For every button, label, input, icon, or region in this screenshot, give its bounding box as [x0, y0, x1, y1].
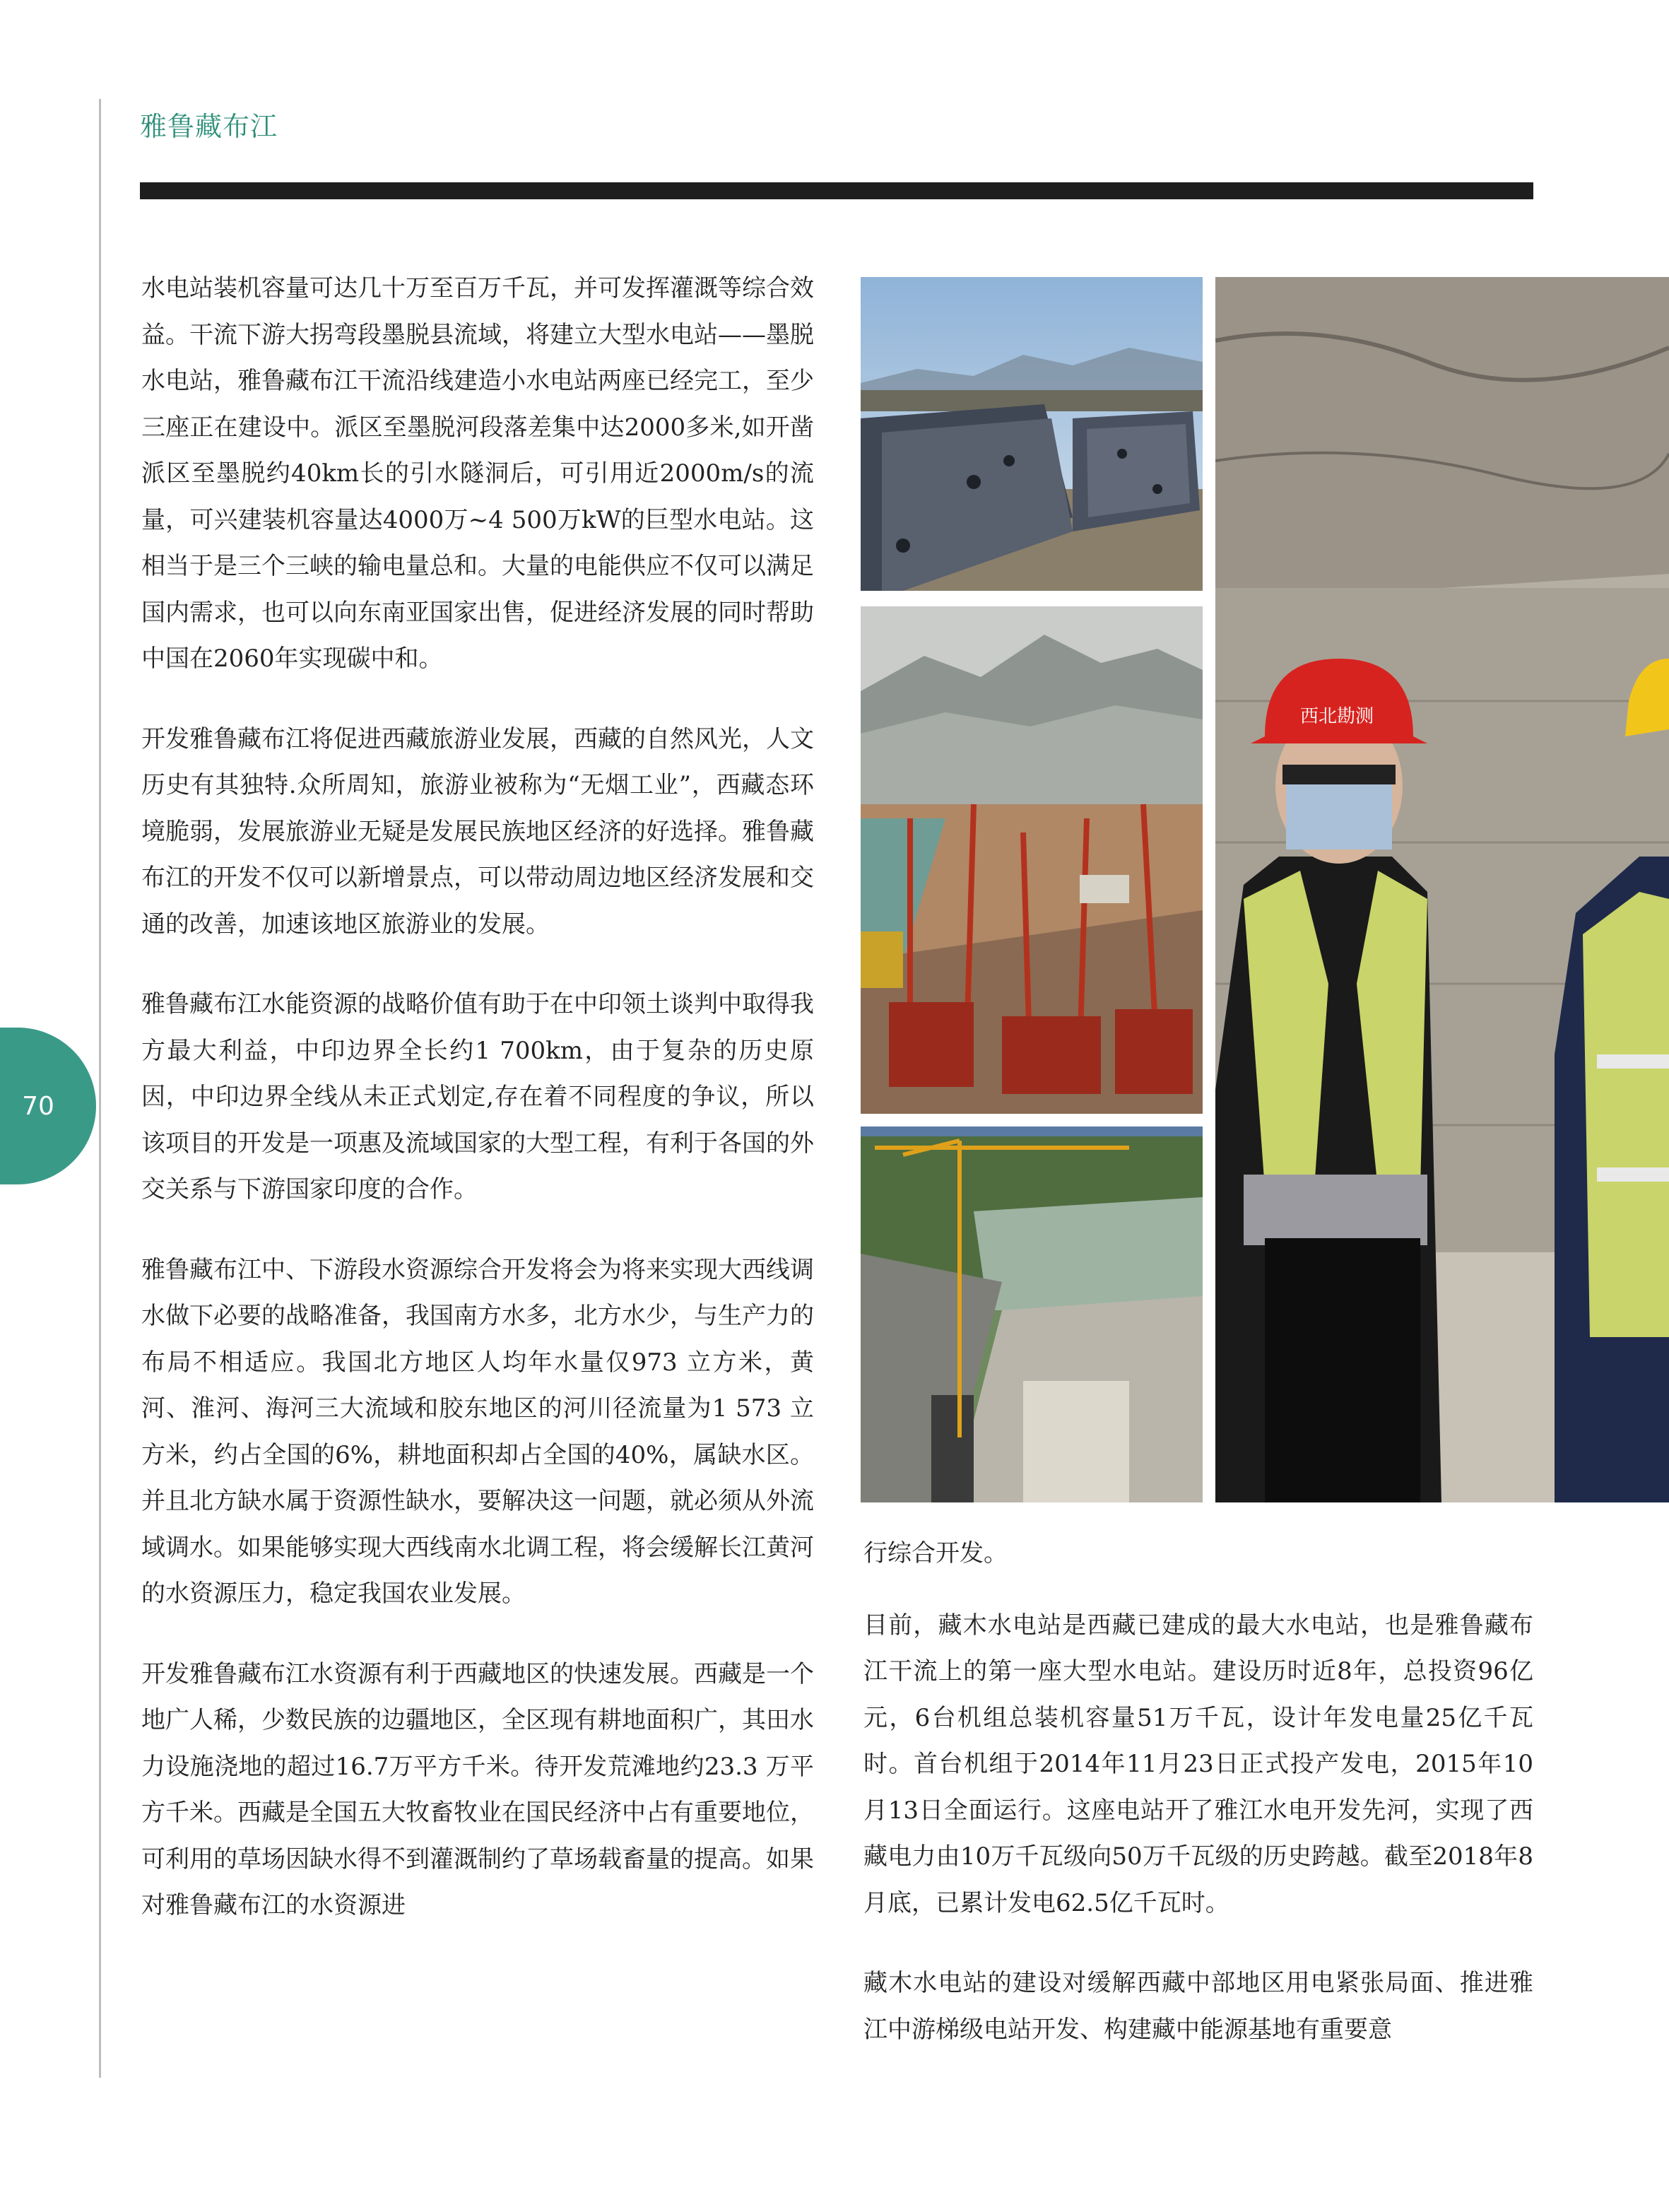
paragraph: 藏木水电站的建设对缓解西藏中部地区用电紧张局面、推进雅江中游梯级电站开发、构建藏中能源基地有重要意: [863, 1969, 1533, 2044]
photo-steel-girders: [861, 277, 1203, 591]
paragraph: 开发雅鲁藏布江水资源有利于西藏地区的快速发展。西藏是一个地广人稀，少数民族的边疆地区，全区现有耕地面积广，其田水力设施浇地的超过16.7万平方千米。待开发荒滩地约23.3 万平方千米。西藏是全国五大牧畜牧业在国民经济中占有重要地位，可利用的草场因缺水得不到灌溉制约了草场载畜量的提高。如果对雅鲁藏布江的水资源进: [141, 1659, 814, 1919]
paragraph: 水电站装机容量可达几十万至百万千瓦，并可发挥灌溉等综合效益。干流下游大拐弯段墨脱县流域，将建立大型水电站——墨脱水电站，雅鲁藏布江干流沿线建造小水电站两座已经完工，至少三座正在建设中。派区至墨脱河段落差集中达2000多米,如开凿派区至墨脱约40km长的引水隧洞后，可引用近2000m/s的流量，可兴建装机容量达4000万~4 500万kW的巨型水电站。这相当于是三个三峡的输电量总和。大量的电能供应不仅可以满足国内需求，也可以向东南亚国家出售，促进经济发展的同时帮助中国在2060年实现碳中和。: [141, 274, 814, 673]
photo-dam-crane: [861, 1126, 1203, 1502]
page-number: 70: [22, 1091, 54, 1121]
page-number-tab: [0, 1028, 96, 1184]
paragraph: 目前，藏木水电站是西藏已建成的最大水电站，也是雅鲁藏布江干流上的第一座大型水电站。建设历时近8年，总投资96亿元，6台机组总装机容量51万千瓦，设计年发电量25亿千瓦时。首台机组于2014年11月23日正式投产发电，2015年10月13日全面运行。这座电站开了雅江水电开发先河，实现了西藏电力由10万千瓦级向50万千瓦级的历史跨越。截至2018年8月底，已累计发电62.5亿千瓦时。: [863, 1611, 1533, 1917]
header-bar: [140, 182, 1533, 199]
photo-drilling-rigs: [861, 606, 1203, 1114]
paragraph: 开发雅鲁藏布江将促进西藏旅游业发展，西藏的自然风光，人文历史有其独特.众所周知，旅游业被称为“无烟工业”，西藏态环境脆弱，发展旅游业无疑是发展民族地区经济的好选择。雅鲁藏布江的开发不仅可以新增景点，可以带动周边地区经济发展和交通的改善，加速该地区旅游业的发展。: [141, 724, 814, 939]
paragraph: 行综合开发。: [863, 1539, 1008, 1567]
helmet-badge: 西北勘测: [1299, 706, 1374, 727]
paragraph: 雅鲁藏布江中、下游段水资源综合开发将会为将来实现大西线调水做下必要的战略准备，我国南方水多，北方水少，与生产力的布局不相适应。我国北方地区人均年水量仅973 立方米，黄河、淮河、海河三大流域和胶东地区的河川径流量为1 573 立方米，约占全国的6%，耕地面积却占全国的40%，属缺水区。并且北方缺水属于资源性缺水，要解决这一问题，就必须从外流域调水。如果能够实现大西线南水北调工程，将会缓解长江黄河的水资源压力，稳定我国农业发展。: [141, 1255, 814, 1608]
photo-workers-helmets: [1215, 277, 1669, 1502]
paragraph: 雅鲁藏布江水能资源的战略价值有助于在中印领土谈判中取得我方最大利益，中印边界全长约1 700km，由于复杂的历史原因，中印边界全线从未正式划定,存在着不同程度的争议，所以该项目的开发是一项惠及流域国家的大型工程，有利于各国的外交关系与下游国家印度的合作。: [141, 990, 814, 1204]
left-column: [141, 266, 814, 1963]
margin-rule: [99, 99, 101, 2078]
right-column: [863, 1531, 1533, 2087]
section-title: 雅鲁藏布江: [140, 111, 278, 142]
